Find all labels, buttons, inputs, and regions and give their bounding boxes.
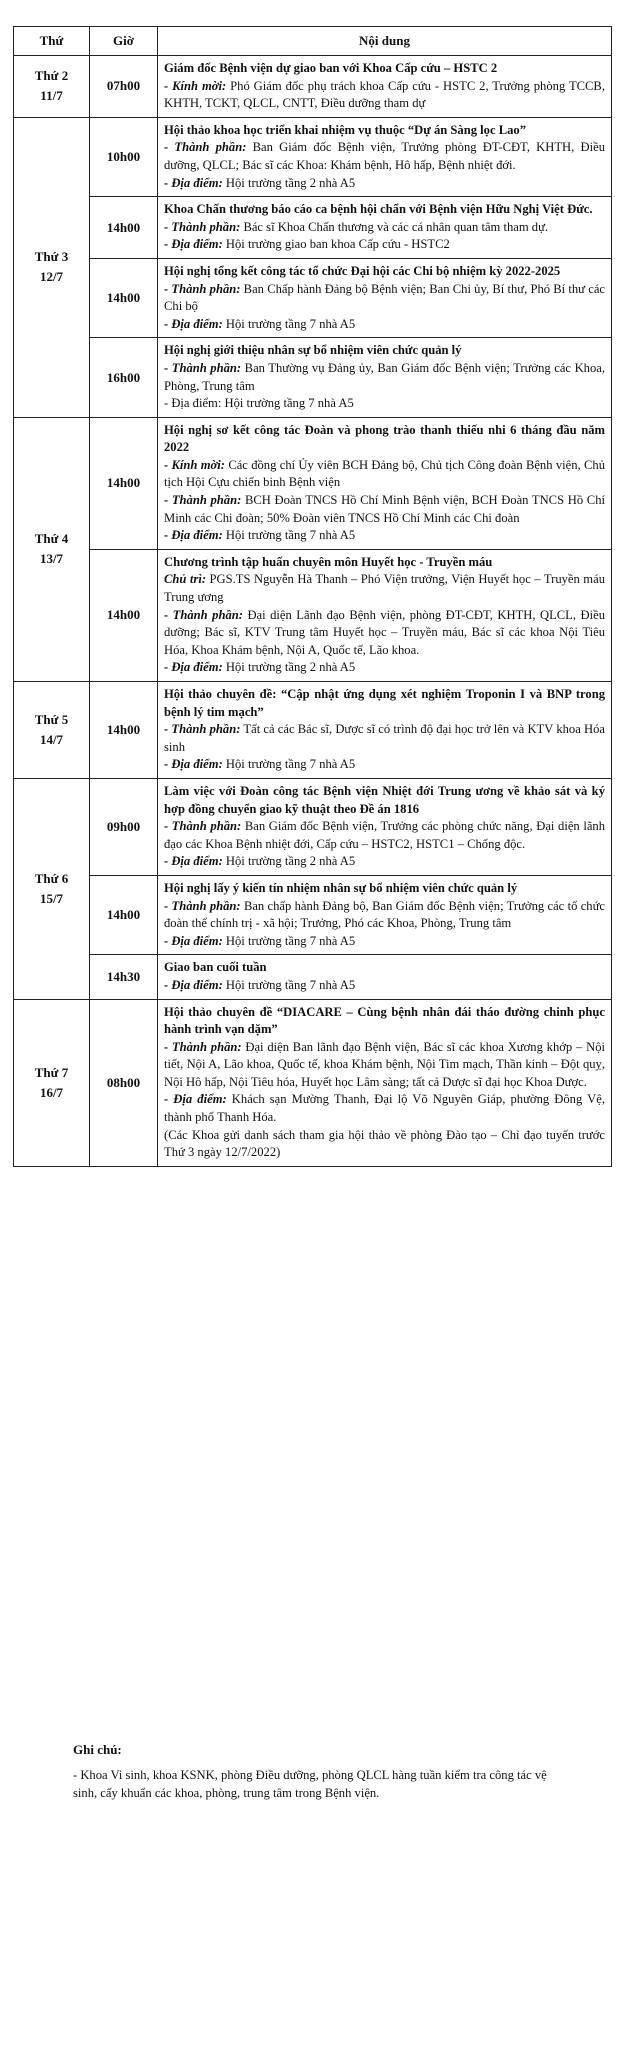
detail-label: - Địa điểm:: [164, 854, 223, 869]
event-detail-line: [164, 721, 605, 756]
detail-text: Hội trường tầng 7 nhà A5: [222, 316, 356, 331]
header-time: Giờ: [90, 27, 158, 56]
event-time: 14h00: [90, 682, 158, 779]
detail-label: - Địa điểm:: [164, 660, 223, 675]
day-date: 15/7: [39, 890, 64, 906]
event-detail-line: [164, 756, 605, 774]
detail-label: - Thành phần:: [164, 722, 241, 737]
detail-label: - Địa điểm:: [164, 757, 223, 772]
event-content: [158, 999, 612, 1166]
detail-text: Ban Giám đốc Bệnh viện, Trưởng phòng ĐT-CĐT, KHTH, Điều dưỡng, QLCL; Bác sĩ các Khoa: Khám bệnh, Hô hấp, Bệnh nhiệt đới.: [164, 140, 605, 172]
detail-text: Phó Giám đốc phụ trách khoa Cấp cứu - HSTC 2, Trưởng phòng TCCB, KHTH, TCKT, QLCL, CNTT, Điều dưỡng tham dự: [164, 78, 605, 111]
event-content: [158, 338, 612, 417]
detail-text: Hội trường tầng 7 nhà A5: [222, 757, 356, 772]
event-detail-line: [164, 1127, 605, 1162]
detail-label: - Thành phần:: [164, 493, 242, 508]
event-time: 09h00: [90, 778, 158, 875]
detail-text: Đại diện Lãnh đạo Bệnh viện, phòng ĐT-CĐT, KHTH, QLCL, Điều dưỡng; Bác sĩ, KTV Trung tâm Huyết học – Truyền máu, Bác sĩ các khoa Nội Tiêu Hóa, Khoa Khám bệnh, Nội A, Quốc tế, Lão khoa.: [164, 607, 605, 657]
detail-text: (Các Khoa gửi danh sách tham gia hội thảo về phòng Đào tạo – Chỉ đạo tuyến trước Thứ 3 ngày 12/7/2022): [164, 1127, 605, 1160]
event-content: [158, 258, 612, 337]
schedule-row: [14, 875, 612, 954]
event-detail-line: [164, 1091, 605, 1126]
detail-label: - Thành phần:: [164, 281, 241, 296]
event-time: 14h00: [90, 875, 158, 954]
header-day: Thứ: [14, 27, 90, 56]
schedule-row: [14, 682, 612, 779]
event-time: 07h00: [90, 56, 158, 118]
event-detail-line: [164, 175, 605, 193]
detail-text: Hội trường tầng 7 nhà A5: [222, 977, 356, 992]
event-time: 08h00: [90, 999, 158, 1166]
detail-label: Chủ trì:: [164, 572, 207, 587]
day-name: Thứ 7: [34, 1064, 69, 1080]
event-content: [158, 56, 612, 118]
schedule-row: [14, 56, 612, 118]
detail-text: Hội trường tầng 7 nhà A5: [222, 528, 356, 543]
event-detail-line: [164, 219, 605, 237]
day-cell: [14, 999, 90, 1166]
event-content: [158, 875, 612, 954]
event-time: 14h30: [90, 955, 158, 999]
detail-label: - Địa điểm:: [164, 528, 223, 543]
detail-text: Khách sạn Mường Thanh, Đại lộ Võ Nguyên Giáp, phường Đông Vệ, thành phố Thanh Hóa.: [164, 1092, 605, 1125]
detail-text: BCH Đoàn TNCS Hồ Chí Minh Bệnh viện, BCH Đoàn TNCS Hồ Chí Minh các Chi đoàn; 50% Đoàn viên TNCS Hồ Chí Minh các Chi đoàn: [164, 493, 605, 525]
event-detail-line: [164, 933, 605, 951]
day-cell: [14, 117, 90, 417]
detail-text: Ban Chấp hành Đảng bộ Bệnh viện; Ban Chi ủy, Bí thư, Phó Bí thư các Chi bộ: [164, 281, 605, 314]
detail-label: - Địa điểm:: [164, 175, 223, 190]
event-content: [158, 778, 612, 875]
detail-text: Các đồng chí Ủy viên BCH Đảng bộ, Chủ tịch Công đoàn Bệnh viện, Chủ tịch Hội Cựu chiến binh Bệnh viện: [164, 457, 605, 490]
event-detail-line: [164, 78, 605, 113]
header-row: [14, 27, 612, 56]
event-detail-line: [164, 659, 605, 677]
event-detail-line: [164, 898, 605, 933]
detail-text: Ban chấp hành Đảng bộ, Ban Giám đốc Bệnh viện; Trưởng các tổ chức đoàn thể chính trị - xã hội; Trưởng, Phó các Khoa, Phòng, Trung tâm: [164, 898, 605, 931]
event-content: [158, 117, 612, 196]
schedule-row: [14, 999, 612, 1166]
event-title: Hội nghị tổng kết công tác tổ chức Đại hội các Chi bộ nhiệm kỳ 2022-2025: [164, 263, 561, 278]
detail-label: - Địa điểm:: [164, 316, 223, 331]
day-cell: [14, 56, 90, 118]
event-title: Hội thảo khoa học triển khai nhiệm vụ thuộc “Dự án Sàng lọc Lao”: [164, 122, 526, 137]
event-title: Khoa Chấn thương báo cáo ca bệnh hội chẩn với Bệnh viện Hữu Nghị Việt Đức.: [164, 202, 593, 217]
detail-text: PGS.TS Nguyễn Hà Thanh – Phó Viện trưởng, Viện Huyết học – Truyền máu Trung ương: [164, 572, 605, 605]
day-name: Thứ 2: [34, 68, 69, 84]
detail-label: - Thành phần:: [164, 1039, 242, 1054]
day-date: 11/7: [40, 88, 63, 104]
notes-title: Ghi chú:: [73, 1742, 122, 1757]
detail-label: - Thành phần:: [164, 898, 241, 913]
day-date: 13/7: [39, 551, 64, 567]
event-detail-line: [164, 1039, 605, 1092]
event-time: 16h00: [90, 338, 158, 417]
detail-text: Hội trường tầng 2 nhà A5: [222, 660, 356, 675]
detail-label: - Địa điểm:: [164, 237, 223, 252]
schedule-row: [14, 117, 612, 196]
event-title: Hội nghị giới thiệu nhân sự bổ nhiệm viên chức quản lý: [164, 343, 462, 358]
event-detail-line: [164, 360, 605, 395]
detail-text: Hội trường giao ban khoa Cấp cứu - HSTC2: [222, 237, 450, 252]
notes-section: [73, 1741, 573, 1802]
event-time: 14h00: [90, 549, 158, 681]
day-date: 12/7: [39, 269, 64, 285]
event-detail-line: [164, 571, 605, 606]
event-time: 14h00: [90, 417, 158, 549]
header-content: Nội dung: [158, 27, 612, 56]
schedule-row: [14, 549, 612, 681]
day-name: Thứ 5: [34, 711, 69, 727]
schedule-row: [14, 197, 612, 259]
event-detail-line: [164, 457, 605, 492]
detail-label: - Thành phần:: [164, 819, 242, 834]
day-cell: [14, 417, 90, 681]
event-detail-line: [164, 139, 605, 174]
event-detail-line: [164, 853, 605, 871]
event-detail-line: [164, 236, 605, 254]
event-content: [158, 197, 612, 259]
detail-text: Hội trường tầng 2 nhà A5: [222, 175, 356, 190]
schedule-body: [14, 56, 612, 1167]
event-title: Hội nghị lấy ý kiến tín nhiệm nhân sự bổ nhiệm viên chức quản lý: [164, 880, 518, 895]
detail-text: Ban Giám đốc Bệnh viện, Trưởng các phòng chức năng, Đại diện lãnh đạo các Khoa Bệnh nhiệt đới, Cấp cứu – HSTC2, HSTC1 – Chống độc.: [164, 819, 605, 851]
event-detail-line: [164, 527, 605, 545]
detail-label: - Thành phần:: [164, 360, 242, 375]
event-time: 14h00: [90, 197, 158, 259]
event-title: Hội thảo chuyên đề: “Cập nhật ứng dụng xét nghiệm Troponin I và BNP trong bệnh lý tim mạch”: [164, 687, 605, 719]
schedule-row: [14, 417, 612, 549]
detail-text: Hội trường tầng 7 nhà A5: [222, 933, 356, 948]
event-detail-line: [164, 818, 605, 853]
detail-text: Bác sĩ Khoa Chấn thương và các cá nhân quan tâm tham dự.: [240, 219, 549, 234]
event-content: [158, 955, 612, 999]
detail-label: - Kính mời:: [164, 78, 227, 93]
day-cell: [14, 682, 90, 779]
detail-label: - Địa điểm:: [164, 1092, 227, 1107]
detail-text: Ban Thường vụ Đảng ủy, Ban Giám đốc Bệnh viện; Trưởng các Khoa, Phòng, Trung tâm: [164, 360, 605, 393]
event-content: [158, 417, 612, 549]
event-title: Giám đốc Bệnh viện dự giao ban với Khoa Cấp cứu – HSTC 2: [164, 61, 498, 75]
detail-text: Tất cả các Bác sĩ, Dược sĩ có trình độ đại học trở lên và KTV khoa Hóa sinh: [164, 722, 605, 754]
schedule-row: [14, 338, 612, 417]
day-date: 16/7: [39, 1084, 64, 1100]
schedule-row: [14, 258, 612, 337]
detail-label: - Thành phần:: [164, 607, 243, 622]
event-content: [158, 549, 612, 681]
event-detail-line: [164, 977, 605, 995]
event-detail-line: [164, 395, 605, 413]
event-time: 14h00: [90, 258, 158, 337]
detail-label: - Địa điểm:: [164, 933, 223, 948]
detail-label: - Địa điểm:: [164, 396, 222, 411]
detail-text: Hội trường tầng 2 nhà A5: [222, 854, 356, 869]
event-title: Chương trình tập huấn chuyên môn Huyết học - Truyền máu: [164, 554, 493, 569]
schedule-table: [13, 26, 612, 1167]
detail-label: - Thành phần:: [164, 219, 241, 234]
event-time: 10h00: [90, 117, 158, 196]
detail-label: - Thành phần:: [164, 140, 247, 155]
detail-text: Hội trường tầng 7 nhà A5: [221, 396, 354, 411]
event-content: [158, 682, 612, 779]
event-title: Làm việc với Đoàn công tác Bệnh viện Nhiệt đới Trung ương về khảo sát và ký hợp đồng chuyển giao kỹ thuật theo Đề án 1816: [164, 783, 605, 816]
day-name: Thứ 6: [34, 870, 69, 886]
event-title: Hội nghị sơ kết công tác Đoàn và phong trào thanh thiếu nhi 6 tháng đầu năm 2022: [164, 422, 605, 455]
detail-text: Đại diện Ban lãnh đạo Bệnh viện, Bác sĩ các khoa Xương khớp – Nội tiết, Nội A, Lão khoa, Quốc tế, khoa Khám bệnh, Nội Tim mạch, Thần kinh – Đột quỵ, Nội Hô hấp, Nội Tiêu hóa, Huyết học Lâm sàng; tất cả Dược sĩ đại học Khoa Dược.: [164, 1039, 605, 1089]
detail-label: - Địa điểm:: [164, 977, 223, 992]
day-name: Thứ 4: [34, 531, 69, 547]
notes-text: - Khoa Vi sinh, khoa KSNK, phòng Điều dưỡng, phòng QLCL hàng tuần kiểm tra công tác vệ sinh, cấy khuẩn các khoa, phòng, trung tâm trong Bệnh viện.: [73, 1768, 547, 1800]
detail-label: - Kính mời:: [164, 457, 225, 472]
event-detail-line: [164, 316, 605, 334]
schedule-row: [14, 778, 612, 875]
event-title: Giao ban cuối tuần: [164, 960, 267, 975]
day-name: Thứ 3: [34, 249, 69, 265]
schedule-row: [14, 955, 612, 999]
event-detail-line: [164, 492, 605, 527]
event-detail-line: [164, 607, 605, 660]
event-detail-line: [164, 281, 605, 316]
day-date: 14/7: [39, 731, 64, 747]
day-cell: [14, 778, 90, 999]
event-title: Hội thảo chuyên đề “DIACARE – Cùng bệnh nhân đái tháo đường chinh phục hành trình vạn dặm”: [164, 1004, 605, 1037]
